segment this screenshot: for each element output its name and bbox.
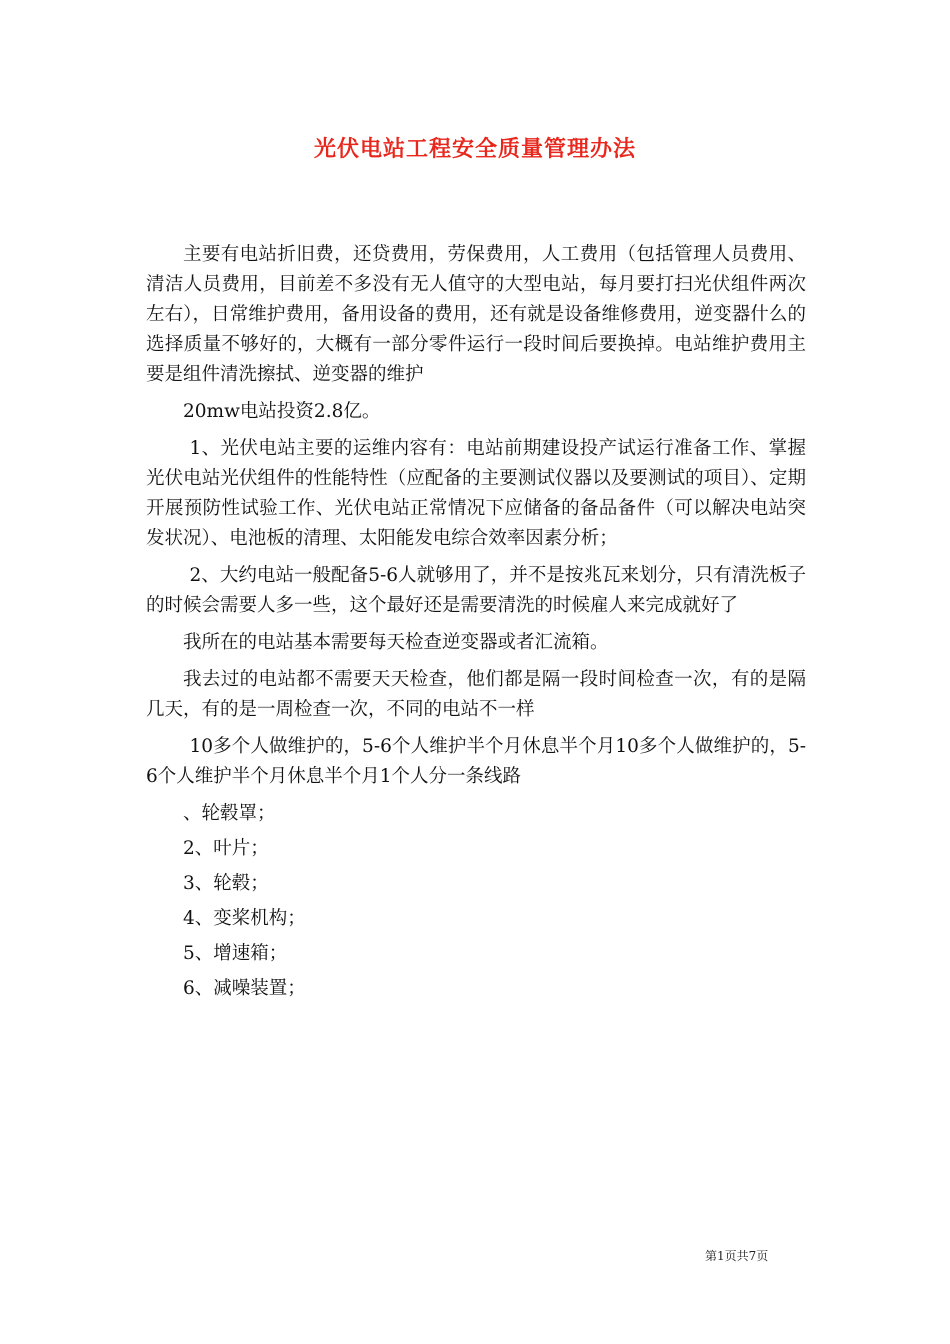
page-title: 光伏电站工程安全质量管理办法: [313, 136, 636, 162]
paragraph-investment: 20mw电站投资2.8亿。: [183, 401, 381, 422]
paragraph-maintenance-team: 10多个人做维护的，5-6个人维护半个月休息半个月10多个人做维护的，5-6个人维护半个月休息半个月1个人分一条线路: [146, 736, 806, 787]
document-body: [146, 240, 806, 1009]
list-item: 4、变桨机构；: [183, 908, 306, 929]
paragraph-om-content: 1、光伏电站主要的运维内容有：电站前期建设投产试运行准备工作、掌握光伏电站光伏组件的性能特性（应配备的主要测试仪器以及要测试的项目）、定期开展预防性试验工作、光伏电站正常情况下应储备的备品备件（可以解决电站突发状况）、电池板的清理、太阳能发电综合效率因素分析；: [146, 438, 806, 549]
paragraph-periodic-check: 我去过的电站都不需要天天检查，他们都是隔一段时间检查一次，有的是隔几天，有的是一周检查一次，不同的电站不一样: [146, 669, 806, 720]
list-item: 3、轮毂；: [183, 873, 269, 894]
paragraph-staffing: 2、大约电站一般配备5-6人就够用了，并不是按兆瓦来划分，只有清洗板子的时候会需要人多一些，这个最好还是需要清洗的时候雇人来完成就好了: [146, 565, 806, 616]
list-item: 、轮毂罩；: [183, 803, 276, 824]
paragraph-daily-check: 我所在的电站基本需要每天检查逆变器或者汇流箱。: [183, 632, 609, 653]
list-item: 2、叶片；: [183, 838, 269, 859]
list-item: 6、减噪装置；: [183, 978, 306, 999]
list-item: 5、增速箱；: [183, 943, 288, 964]
paragraph-costs: 主要有电站折旧费，还贷费用，劳保费用，人工费用（包括管理人员费用、清洁人员费用，目前差不多没有无人值守的大型电站，每月要打扫光伏组件两次左右），日常维护费用，备用设备的费用，还有就是设备维修费用，逆变器什么的选择质量不够好的，大概有一部分零件运行一段时间后要换掉。电站维护费用主要是组件清洗擦拭、逆变器的维护: [146, 244, 806, 385]
page-number: 第1页共7页: [705, 1249, 769, 1263]
